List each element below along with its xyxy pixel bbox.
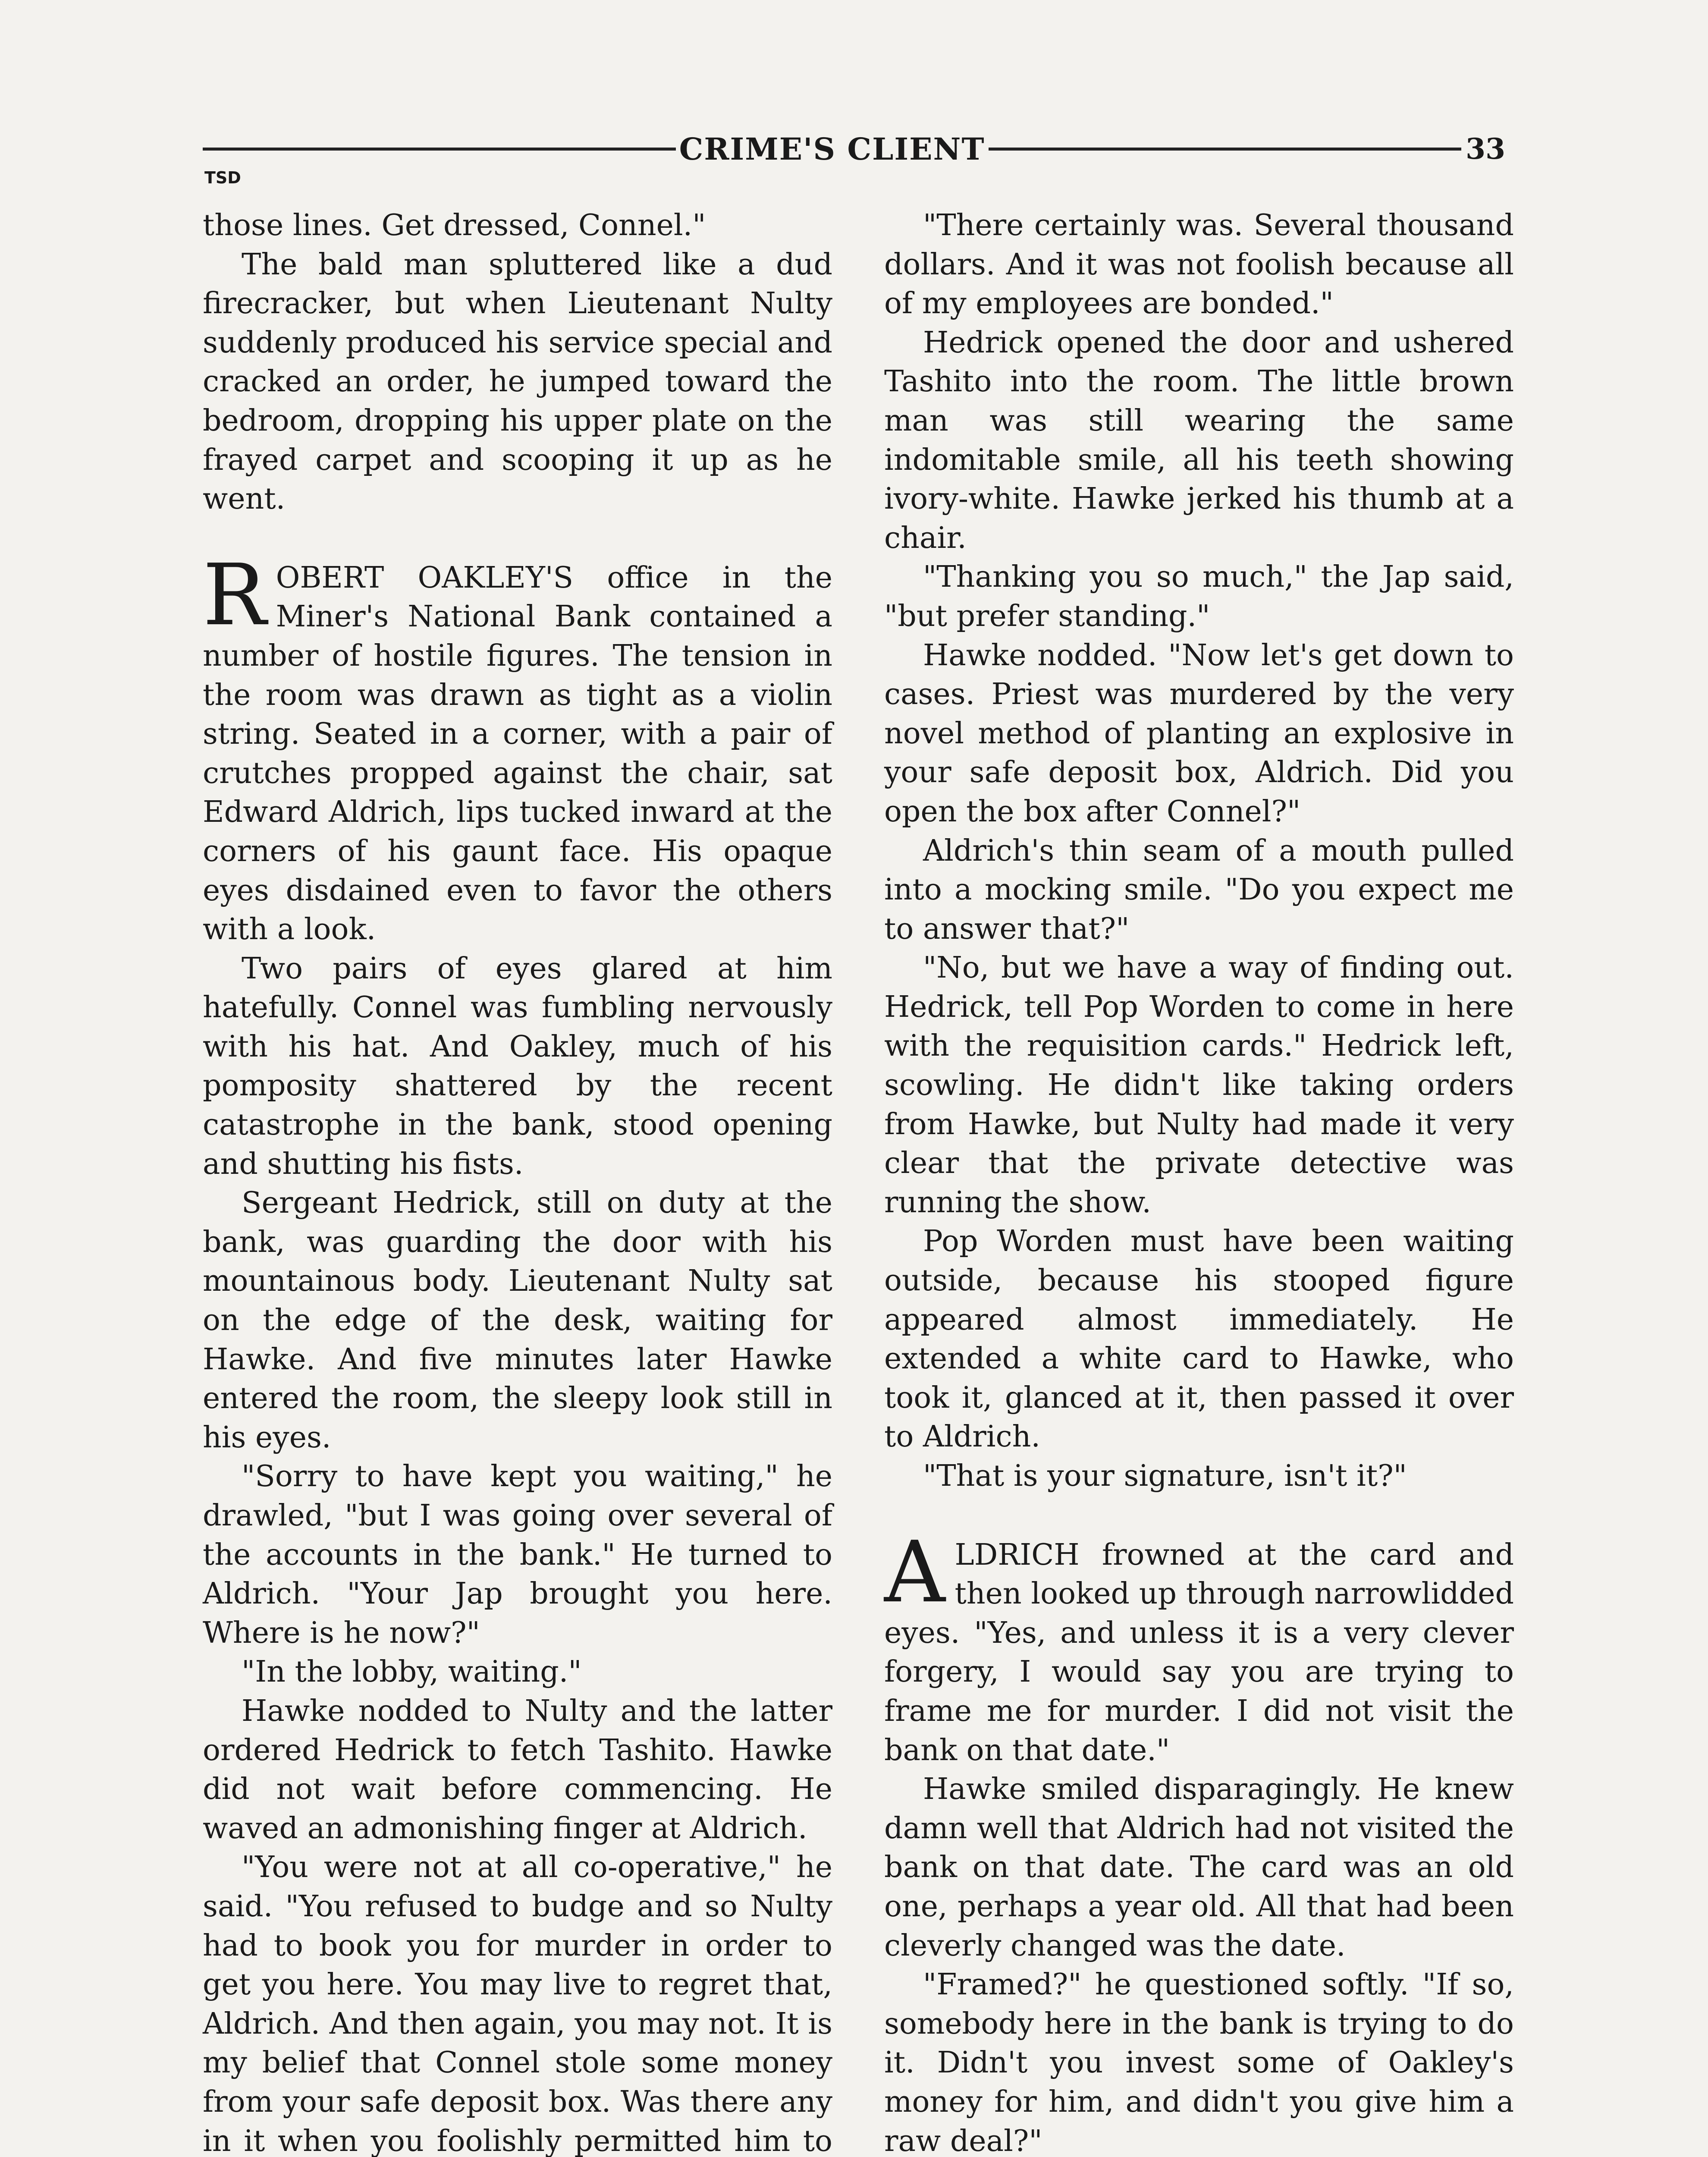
paragraph: Hawke smiled disparagingly. He knew damn well that Aldrich had not visited the bank on that date. The card was an old one, perhaps a year old. All that had been cleverly changed was the date. <box>884 1772 1514 1963</box>
section-break <box>203 519 832 559</box>
paragraph: "Thanking you so much," the Jap said, "but prefer standing." <box>884 560 1514 633</box>
section-opening-paragraph <box>203 546 832 950</box>
header-rule-right <box>989 148 1462 151</box>
paragraph: Sergeant Hedrick, still on duty at the bank, was guarding the door with his mountainous body. Lieutenant Nulty sat on the edge of the desk, waiting for Hawke. And five minutes later Hawke entered the room, the sleepy look still in his eyes. <box>203 1186 832 1455</box>
publisher-tag: TSD <box>204 168 241 187</box>
paragraph: Hawke nodded. "Now let's get down to cases. Priest was murdered by the very novel method of planting an explosive in your safe deposit box, Aldrich. Did you open the box after Connel?" <box>884 638 1514 829</box>
left-column <box>203 206 832 2157</box>
paragraph: "Sorry to have kept you waiting," he drawled, "but I was going over several of the accounts in the bank." He turned to Aldrich. "Your Jap brought you here. Where is he now?" <box>203 1459 832 1650</box>
running-header <box>203 129 1505 168</box>
paragraph: "No, but we have a way of finding out. Hedrick, tell Pop Worden to come in here with the requisition cards." Hedrick left, scowling. He didn't like taking orders from Hawke, but Nulty had made it very clear that the private detective was running the show. <box>884 951 1514 1220</box>
story-title: CRIME'S CLIENT <box>679 131 985 167</box>
drop-cap: R <box>203 546 267 645</box>
paragraph: Hedrick opened the door and ushered Tashito into the room. The little brown man was still wearing the same indomitable smile, all his teeth showing ivory-white. Hawke jerked his thumb at a chair. <box>884 325 1514 555</box>
paragraph: "You were not at all co-operative," he said. "You refused to budge and so Nulty had to book you for murder in order to get you here. You may live to regret that, Aldrich. And then again, you may not. It is my belief that Connel stole some money from your safe deposit box. Was there any in it when you foolishly permitted him to <box>203 1850 832 2157</box>
paragraph: "In the lobby, waiting." <box>242 1655 582 1689</box>
page-number: 33 <box>1466 132 1506 166</box>
header-rule-left <box>203 148 676 151</box>
paragraph: Aldrich's thin seam of a mouth pulled into a mocking smile. "Do you expect me to answer that?" <box>884 833 1514 946</box>
section-break <box>884 1496 1514 1536</box>
paragraph: "Framed?" he questioned softly. "If so, somebody here in the bank is trying to do it. Didn't you invest some of Oakley's money for him, and didn't you give him a raw deal?" <box>884 1968 1514 2157</box>
paragraph-text: OBERT OAKLEY'S office in the Miner's National Bank contained a number of hostile figures. The tension in the room was drawn as tight as a violin string. Seated in a corner, with a pair of crutches propped against the chair, sat Edward Aldrich, lips tucked inward at the corners of his gaunt face. His opaque eyes disdained even to favor the others with a look. <box>203 560 832 947</box>
paragraph: "There certainly was. Several thousand dollars. And it was not foolish because all of my employees are bonded." <box>884 208 1514 321</box>
paragraph: Pop Worden must have been waiting outside, because his stooped figure appeared almost immediately. He extended a white card to Hawke, who took it, glanced at it, then passed it over to Aldrich. <box>884 1224 1514 1454</box>
paragraph: "That is your signature, isn't it?" <box>923 1459 1407 1493</box>
section-opening-paragraph <box>884 1523 1514 1770</box>
drop-cap: A <box>884 1523 945 1622</box>
paragraph-text: LDRICH frowned at the card and then looked up through narrowlidded eyes. "Yes, and unless it is a very clever forgery, I would say you are trying to frame me for murder. I did not visit the bank on that date." <box>884 1538 1514 1767</box>
paragraph: Hawke nodded to Nulty and the latter ordered Hedrick to fetch Tashito. Hawke did not wait before commencing. He waved an admonishing finger at Aldrich. <box>203 1694 832 1846</box>
right-column <box>884 206 1514 2157</box>
paragraph: those lines. Get dressed, Connel." <box>203 208 706 242</box>
paragraph: Two pairs of eyes glared at him hatefully. Connel was fumbling nervously with his hat. And Oakley, much of his pomposity shattered by the recent catastrophe in the bank, stood opening and shutting his fists. <box>203 951 832 1181</box>
paragraph: The bald man spluttered like a dud firecracker, but when Lieutenant Nulty suddenly produced his service special and cracked an order, he jumped toward the bedroom, dropping his upper plate on the frayed carpet and scooping it up as he went. <box>203 247 832 516</box>
